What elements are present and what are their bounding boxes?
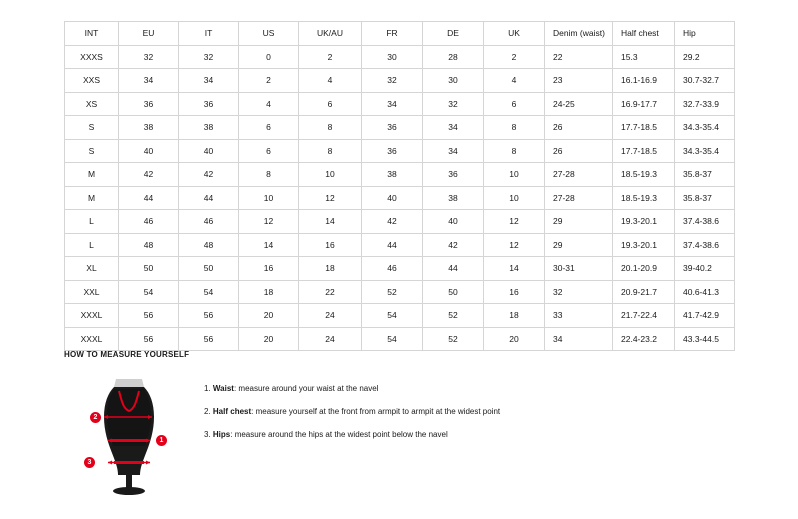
column-header: UK/AU (299, 22, 362, 46)
cell-us: 8 (239, 163, 299, 187)
item-term: Half chest (212, 407, 252, 416)
cell-hip: 37.4-38.6 (675, 233, 735, 257)
cell-uk: 8 (484, 116, 545, 140)
cell-uk: 10 (484, 186, 545, 210)
cell-fr: 34 (362, 92, 423, 116)
cell-hip: 35.8-37 (675, 186, 735, 210)
column-header: FR (362, 22, 423, 46)
cell-fr: 38 (362, 163, 423, 187)
cell-int: M (65, 186, 119, 210)
cell-int: XS (65, 92, 119, 116)
cell-fr: 46 (362, 257, 423, 281)
cell-us: 18 (239, 280, 299, 304)
cell-de: 52 (423, 304, 484, 328)
cell-int: XL (65, 257, 119, 281)
cell-uk: 16 (484, 280, 545, 304)
item-number: 3. (204, 430, 211, 439)
cell-de: 44 (423, 257, 484, 281)
cell-hip: 37.4-38.6 (675, 210, 735, 234)
cell-uk: 2 (484, 45, 545, 69)
column-header: IT (179, 22, 239, 46)
cell-half-chest: 22.4-23.2 (613, 327, 675, 351)
cell-ukau: 16 (299, 233, 362, 257)
cell-ukau: 14 (299, 210, 362, 234)
cell-eu: 38 (119, 116, 179, 140)
cell-us: 16 (239, 257, 299, 281)
cell-it: 42 (179, 163, 239, 187)
cell-int: XXL (65, 280, 119, 304)
column-header: DE (423, 22, 484, 46)
table-row (65, 163, 735, 187)
cell-hip: 43.3-44.5 (675, 327, 735, 351)
cell-eu: 54 (119, 280, 179, 304)
cell-uk: 12 (484, 233, 545, 257)
cell-us: 2 (239, 69, 299, 93)
cell-de: 38 (423, 186, 484, 210)
cell-ukau: 22 (299, 280, 362, 304)
cell-de: 52 (423, 327, 484, 351)
cell-it: 32 (179, 45, 239, 69)
list-item (204, 406, 500, 417)
cell-half-chest: 17.7-18.5 (613, 116, 675, 140)
table-header-row (65, 22, 735, 46)
cell-ukau: 8 (299, 116, 362, 140)
column-header: EU (119, 22, 179, 46)
cell-fr: 40 (362, 186, 423, 210)
list-item (204, 429, 500, 440)
cell-denim-waist: 24-25 (545, 92, 613, 116)
cell-eu: 56 (119, 304, 179, 328)
cell-uk: 10 (484, 163, 545, 187)
cell-uk: 6 (484, 92, 545, 116)
item-text: : measure yourself at the front from armpit to armpit at the widest point (251, 407, 501, 416)
cell-denim-waist: 26 (545, 139, 613, 163)
cell-int: XXXS (65, 45, 119, 69)
cell-it: 36 (179, 92, 239, 116)
table-row (65, 327, 735, 351)
cell-hip: 34.3-35.4 (675, 139, 735, 163)
cell-uk: 18 (484, 304, 545, 328)
cell-de: 34 (423, 139, 484, 163)
table-row (65, 116, 735, 140)
cell-hip: 35.8-37 (675, 163, 735, 187)
item-term: Waist (212, 384, 234, 393)
measure-badge-3: 3 (84, 457, 95, 468)
cell-int: L (65, 210, 119, 234)
cell-half-chest: 16.1-16.9 (613, 69, 675, 93)
cell-eu: 46 (119, 210, 179, 234)
cell-half-chest: 15.3 (613, 45, 675, 69)
cell-fr: 54 (362, 327, 423, 351)
cell-half-chest: 20.1-20.9 (613, 257, 675, 281)
cell-denim-waist: 22 (545, 45, 613, 69)
table-row (65, 69, 735, 93)
cell-ukau: 6 (299, 92, 362, 116)
cell-it: 54 (179, 280, 239, 304)
cell-eu: 50 (119, 257, 179, 281)
column-header: Denim (waist) (545, 22, 613, 46)
cell-eu: 48 (119, 233, 179, 257)
cell-hip: 41.7-42.9 (675, 304, 735, 328)
column-header: Half chest (613, 22, 675, 46)
mannequin-icon (64, 369, 194, 499)
cell-half-chest: 21.7-22.4 (613, 304, 675, 328)
column-header: Hip (675, 22, 735, 46)
cell-us: 14 (239, 233, 299, 257)
section-title: HOW TO MEASURE YOURSELF (64, 350, 190, 359)
cell-denim-waist: 27-28 (545, 186, 613, 210)
item-text: : measure around your waist at the navel (233, 384, 379, 393)
cell-int: S (65, 116, 119, 140)
measure-badge-1: 1 (156, 435, 167, 446)
cell-it: 50 (179, 257, 239, 281)
cell-ukau: 8 (299, 139, 362, 163)
list-item (204, 383, 500, 394)
cell-hip: 30.7-32.7 (675, 69, 735, 93)
cell-denim-waist: 26 (545, 116, 613, 140)
cell-int: XXXL (65, 304, 119, 328)
cell-denim-waist: 27-28 (545, 163, 613, 187)
cell-de: 42 (423, 233, 484, 257)
table-row (65, 280, 735, 304)
table-row (65, 45, 735, 69)
cell-fr: 36 (362, 139, 423, 163)
cell-eu: 42 (119, 163, 179, 187)
table-row (65, 92, 735, 116)
cell-fr: 36 (362, 116, 423, 140)
item-term: Hips (212, 430, 231, 439)
cell-denim-waist: 23 (545, 69, 613, 93)
how-to-measure-section (64, 350, 764, 499)
cell-it: 34 (179, 69, 239, 93)
cell-eu: 56 (119, 327, 179, 351)
cell-it: 46 (179, 210, 239, 234)
mannequin-figure (64, 369, 194, 499)
cell-it: 56 (179, 327, 239, 351)
cell-uk: 14 (484, 257, 545, 281)
cell-uk: 4 (484, 69, 545, 93)
cell-de: 50 (423, 280, 484, 304)
cell-ukau: 24 (299, 304, 362, 328)
size-chart-table (64, 21, 735, 351)
cell-hip: 29.2 (675, 45, 735, 69)
cell-fr: 52 (362, 280, 423, 304)
cell-half-chest: 17.7-18.5 (613, 139, 675, 163)
cell-uk: 20 (484, 327, 545, 351)
cell-fr: 30 (362, 45, 423, 69)
cell-int: XXS (65, 69, 119, 93)
cell-hip: 40.6-41.3 (675, 280, 735, 304)
cell-fr: 42 (362, 210, 423, 234)
cell-hip: 34.3-35.4 (675, 116, 735, 140)
cell-ukau: 10 (299, 163, 362, 187)
cell-half-chest: 19.3-20.1 (613, 233, 675, 257)
cell-int: S (65, 139, 119, 163)
cell-int: XXXL (65, 327, 119, 351)
item-text: : measure around the hips at the widest point below the navel (230, 430, 448, 439)
cell-it: 56 (179, 304, 239, 328)
cell-fr: 32 (362, 69, 423, 93)
table-row (65, 233, 735, 257)
cell-ukau: 18 (299, 257, 362, 281)
cell-de: 30 (423, 69, 484, 93)
cell-ukau: 24 (299, 327, 362, 351)
cell-int: M (65, 163, 119, 187)
cell-ukau: 12 (299, 186, 362, 210)
cell-half-chest: 19.3-20.1 (613, 210, 675, 234)
cell-us: 6 (239, 116, 299, 140)
cell-half-chest: 16.9-17.7 (613, 92, 675, 116)
cell-de: 36 (423, 163, 484, 187)
column-header: INT (65, 22, 119, 46)
cell-half-chest: 18.5-19.3 (613, 186, 675, 210)
measure-badge-2: 2 (90, 412, 101, 423)
table-row (65, 257, 735, 281)
column-header: US (239, 22, 299, 46)
cell-fr: 44 (362, 233, 423, 257)
cell-us: 6 (239, 139, 299, 163)
cell-de: 28 (423, 45, 484, 69)
cell-us: 12 (239, 210, 299, 234)
table-row (65, 304, 735, 328)
table-row (65, 139, 735, 163)
cell-uk: 12 (484, 210, 545, 234)
cell-us: 20 (239, 327, 299, 351)
table-row (65, 186, 735, 210)
cell-fr: 54 (362, 304, 423, 328)
measure-instructions-list (204, 383, 500, 452)
cell-denim-waist: 33 (545, 304, 613, 328)
cell-de: 34 (423, 116, 484, 140)
cell-int: L (65, 233, 119, 257)
cell-denim-waist: 30-31 (545, 257, 613, 281)
cell-ukau: 4 (299, 69, 362, 93)
cell-it: 38 (179, 116, 239, 140)
cell-us: 4 (239, 92, 299, 116)
cell-half-chest: 20.9-21.7 (613, 280, 675, 304)
cell-us: 10 (239, 186, 299, 210)
cell-eu: 34 (119, 69, 179, 93)
cell-hip: 39-40.2 (675, 257, 735, 281)
cell-denim-waist: 29 (545, 233, 613, 257)
cell-us: 20 (239, 304, 299, 328)
cell-it: 40 (179, 139, 239, 163)
cell-it: 48 (179, 233, 239, 257)
cell-de: 40 (423, 210, 484, 234)
cell-eu: 32 (119, 45, 179, 69)
cell-it: 44 (179, 186, 239, 210)
cell-uk: 8 (484, 139, 545, 163)
cell-us: 0 (239, 45, 299, 69)
cell-hip: 32.7-33.9 (675, 92, 735, 116)
cell-eu: 36 (119, 92, 179, 116)
item-number: 1. (204, 384, 211, 393)
cell-denim-waist: 29 (545, 210, 613, 234)
column-header: UK (484, 22, 545, 46)
cell-eu: 40 (119, 139, 179, 163)
cell-half-chest: 18.5-19.3 (613, 163, 675, 187)
table-row (65, 210, 735, 234)
cell-de: 32 (423, 92, 484, 116)
cell-ukau: 2 (299, 45, 362, 69)
cell-denim-waist: 32 (545, 280, 613, 304)
item-number: 2. (204, 407, 211, 416)
cell-eu: 44 (119, 186, 179, 210)
cell-denim-waist: 34 (545, 327, 613, 351)
